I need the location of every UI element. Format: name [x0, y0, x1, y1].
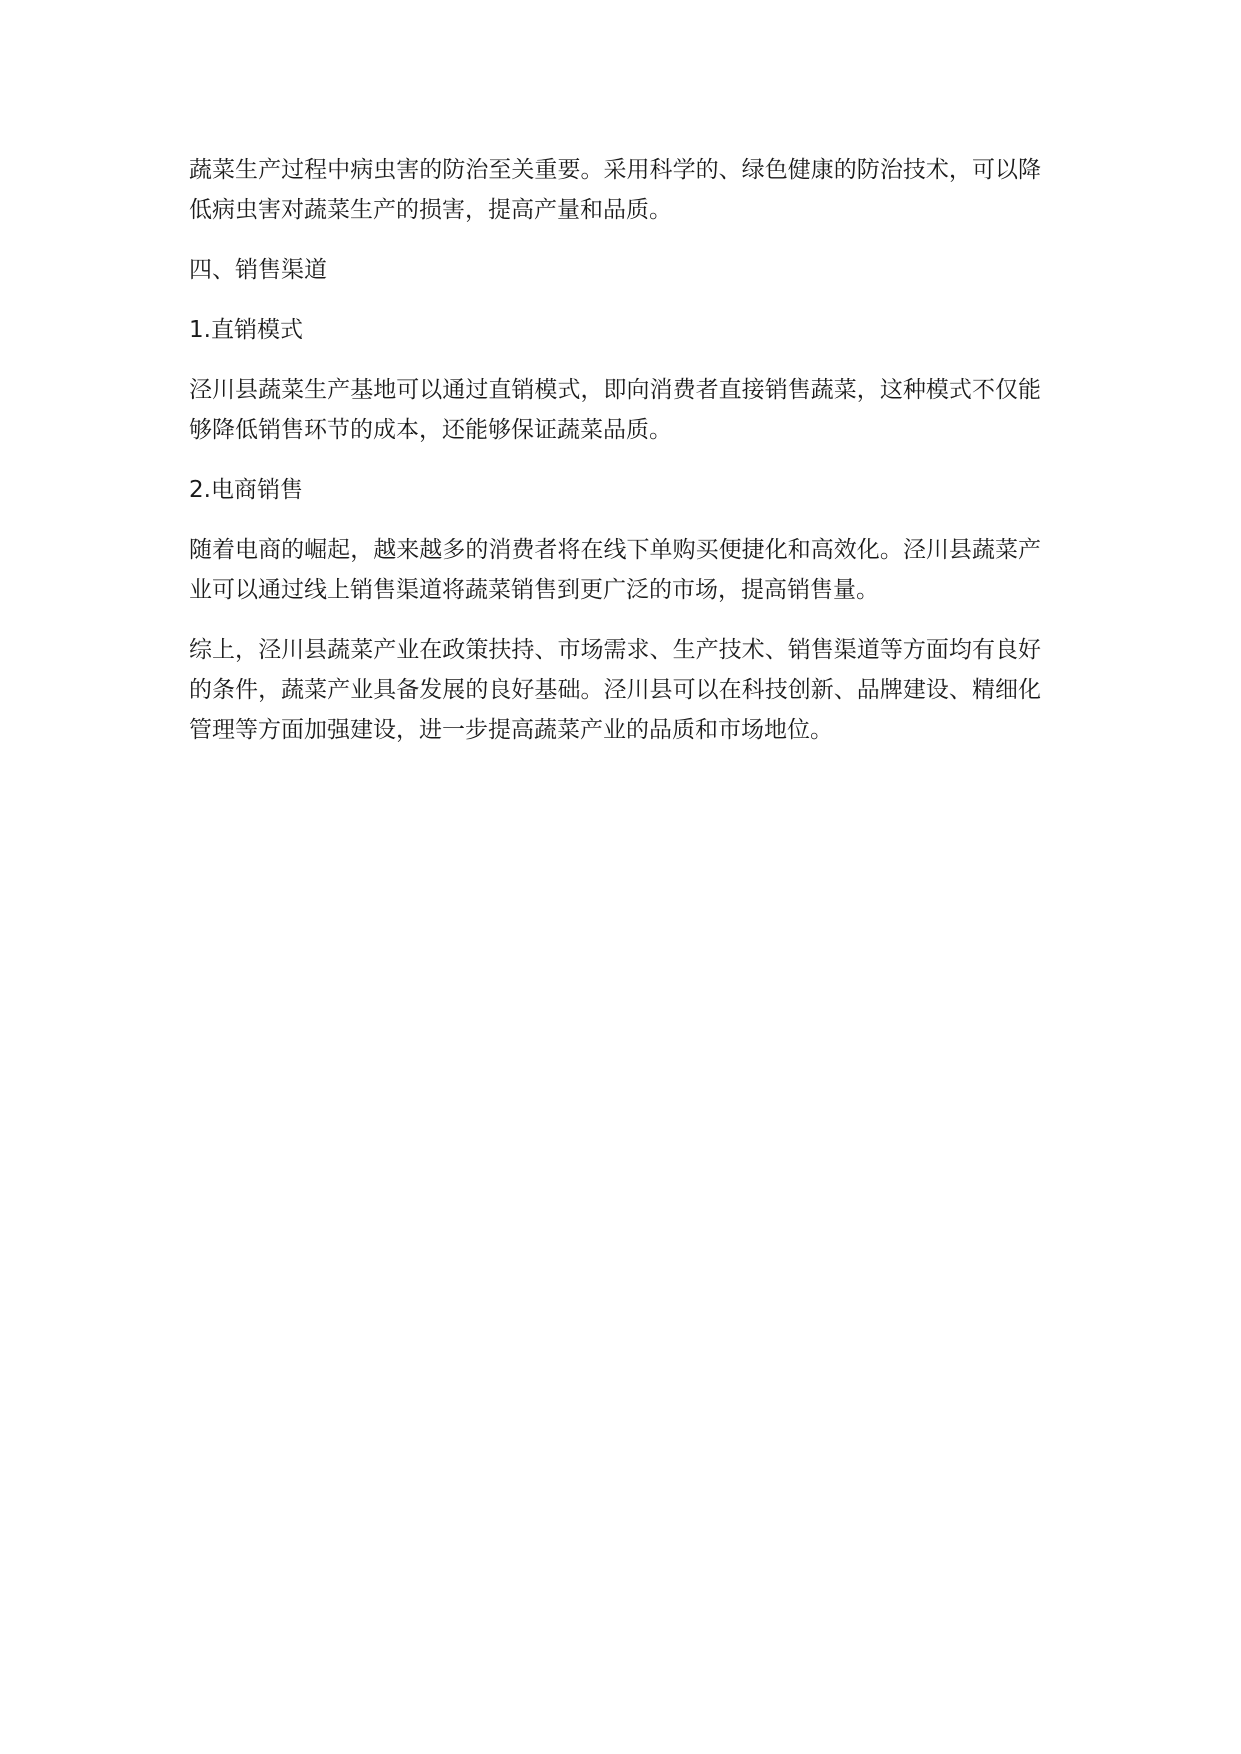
- paragraph-ecommerce-sales: 随着电商的崛起，越来越多的消费者将在线下单购买便捷化和高效化。泾川县蔬菜产业可以通过线上销售渠道将蔬菜销售到更广泛的市场，提高销售量。: [189, 537, 1041, 603]
- paragraph-direct-sales: 泾川县蔬菜生产基地可以通过直销模式，即向消费者直接销售蔬菜，这种模式不仅能够降低销售环节的成本，还能够保证蔬菜品质。: [189, 377, 1041, 443]
- subheading-ecommerce-sales: 2.电商销售: [189, 477, 303, 503]
- document-body: [189, 150, 1041, 770]
- paragraph-conclusion: 综上，泾川县蔬菜产业在政策扶持、市场需求、生产技术、销售渠道等方面均有良好的条件，蔬菜产业具备发展的良好基础。泾川县可以在科技创新、品牌建设、精细化管理等方面加强建设，进一步提高蔬菜产业的品质和市场地位。: [189, 637, 1041, 743]
- section-heading-sales-channels: 四、销售渠道: [189, 257, 327, 283]
- paragraph-pest-control: 蔬菜生产过程中病虫害的防治至关重要。采用科学的、绿色健康的防治技术，可以降低病虫害对蔬菜生产的损害，提高产量和品质。: [189, 157, 1041, 223]
- subheading-direct-sales: 1.直销模式: [189, 317, 303, 343]
